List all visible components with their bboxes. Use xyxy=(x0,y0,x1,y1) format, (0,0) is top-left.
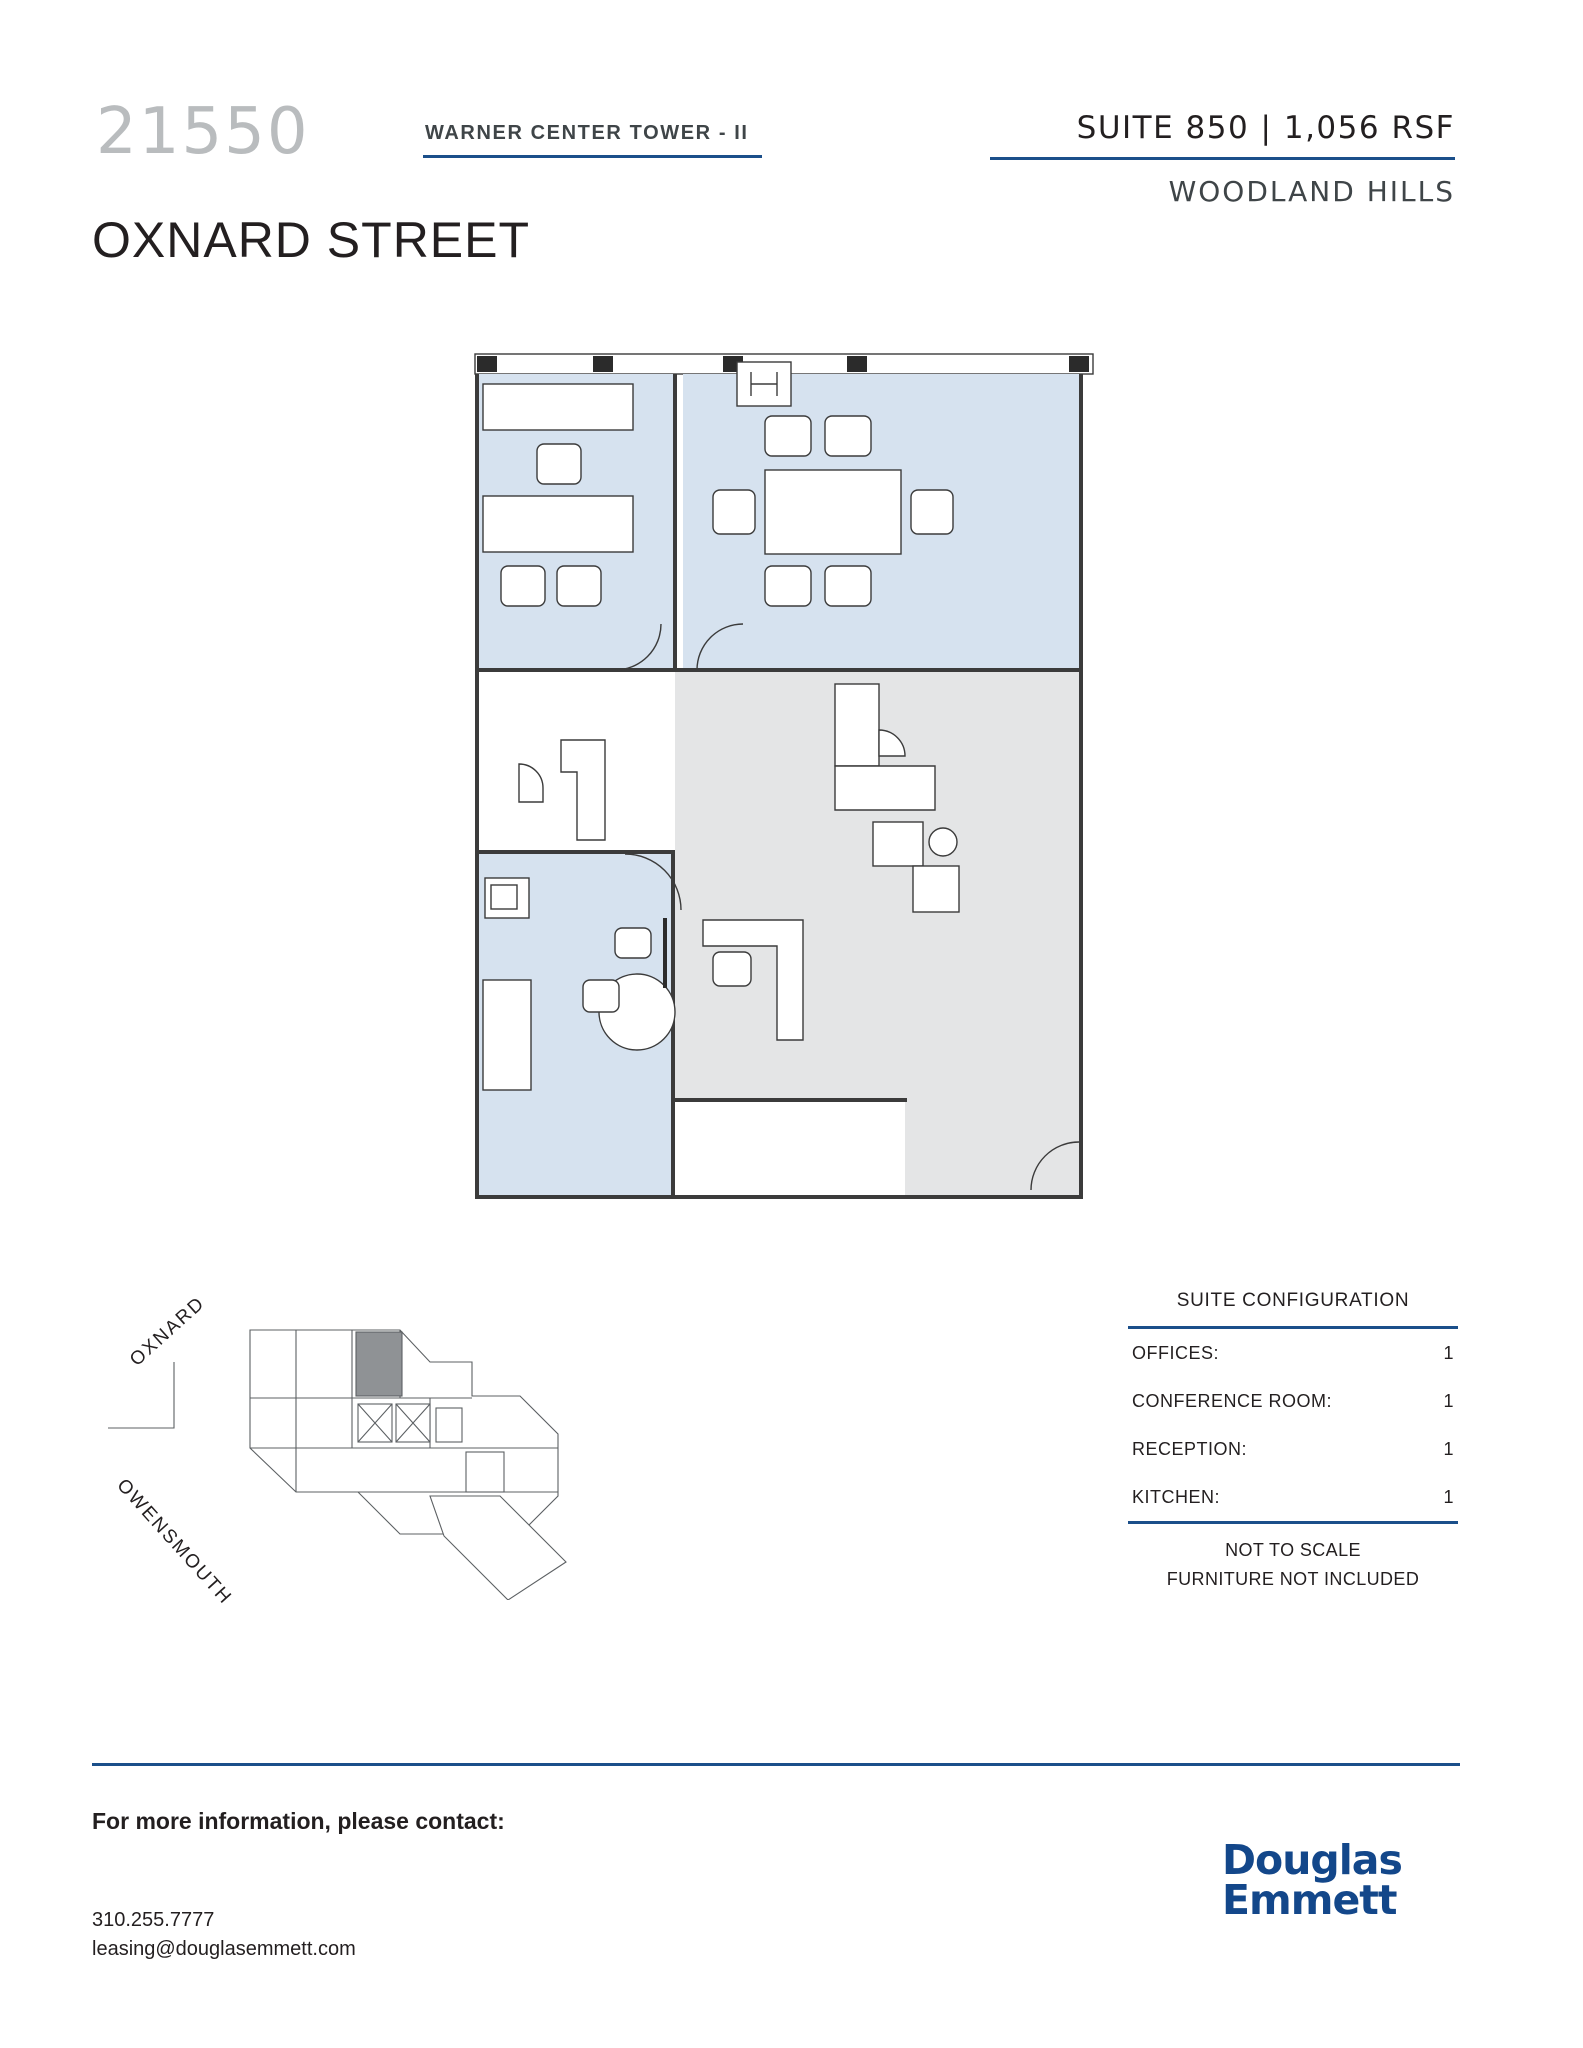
keyplan-street-oxnard: OXNARD xyxy=(126,1292,210,1371)
suite-configuration-title: SUITE CONFIGURATION xyxy=(1176,1290,1410,1311)
suite-configuration xyxy=(1128,1290,1458,1594)
tower-name: WARNER CENTER TOWER - II xyxy=(425,122,749,144)
config-value-conference: 1 xyxy=(1443,1391,1454,1411)
contact-email: leasing@douglasemmett.com xyxy=(92,1938,356,1960)
tower-divider xyxy=(423,155,762,158)
config-row-conference xyxy=(1128,1377,1458,1425)
config-label-kitchen: KITCHEN: xyxy=(1132,1487,1221,1507)
contact-phone: 310.255.7777 xyxy=(92,1909,215,1931)
contact-heading: For more information, please contact: xyxy=(92,1808,505,1834)
config-value-kitchen: 1 xyxy=(1443,1487,1454,1507)
suite-divider xyxy=(990,157,1455,160)
config-notes xyxy=(1128,1524,1458,1594)
contact-details xyxy=(92,1906,356,1964)
config-note-scale: NOT TO SCALE xyxy=(1225,1540,1361,1560)
douglas-emmett-logo xyxy=(1222,1836,1462,1925)
footer-divider xyxy=(92,1763,1460,1766)
suite-floorplan xyxy=(465,340,1105,1220)
config-row-reception xyxy=(1128,1425,1458,1473)
logo-line-2: Emmett xyxy=(1222,1876,1397,1925)
config-label-conference: CONFERENCE ROOM: xyxy=(1132,1391,1333,1411)
key-plan xyxy=(100,1292,660,1610)
suite-and-size: SUITE 850 | 1,056 RSF xyxy=(1076,110,1455,146)
config-row-kitchen xyxy=(1128,1473,1458,1521)
config-value-reception: 1 xyxy=(1443,1439,1454,1459)
config-note-furniture: FURNITURE NOT INCLUDED xyxy=(1166,1568,1420,1589)
building-number: 21550 xyxy=(96,95,310,169)
keyplan-street-owensmouth: OWENSMOUTH xyxy=(112,1475,237,1610)
street-name: OXNARD STREET xyxy=(92,212,531,268)
city-name: WOODLAND HILLS xyxy=(1168,175,1455,208)
config-row-offices xyxy=(1128,1329,1458,1377)
config-label-offices: OFFICES: xyxy=(1132,1343,1220,1363)
config-label-reception: RECEPTION: xyxy=(1132,1439,1248,1459)
config-value-offices: 1 xyxy=(1443,1343,1454,1363)
logo-line-1: Douglas xyxy=(1222,1836,1402,1884)
